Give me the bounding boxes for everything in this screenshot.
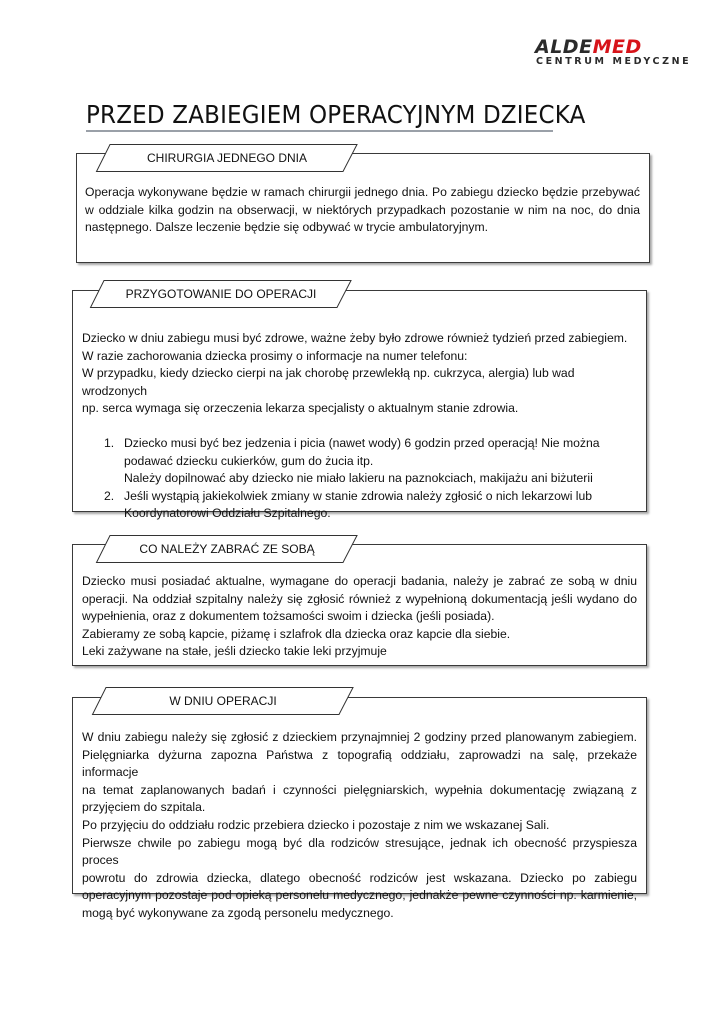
section-body-zabrac	[82, 573, 637, 661]
text-line: na temat zaplanowanych badań i czynności pielęgniarskich, wypełnia dokumentację związaną z	[82, 782, 637, 797]
preparation-list	[82, 435, 640, 523]
text-line: Po przyjęciu do oddziału rodzic przebiera dziecko i pozostaje z nim we wskazanej Sali.	[82, 817, 550, 832]
text-line: Koordynatorowi Oddziału Szpitalnego.	[124, 506, 331, 521]
text-line: Zabieramy ze sobą kapcie, piżamę i szlafrok dla dziecka oraz kapcie dla siebie.	[82, 626, 511, 641]
section-heading-dzien-operacji: W DNIU OPERACJI	[169, 694, 277, 708]
list-item	[82, 435, 640, 488]
section-heading-zabrac: CO NALEŻY ZABRAĆ ZE SOBĄ	[139, 542, 315, 556]
text-line: przyjęciem do szpitala.	[82, 800, 206, 815]
text-line: Leki zażywane na stałe, jeśli dziecko takie leki przyjmuje	[82, 644, 387, 659]
section-body-chirurgia	[85, 184, 640, 237]
text-line: Dziecko w dniu zabiegu musi być zdrowe, ważne żeby było zdrowe również tydzień przed zabiegiem.	[82, 331, 628, 345]
list-item	[82, 488, 640, 523]
text-line: Pielęgniarka dyżurna zapozna Państwa z topografią oddziału, zaprowadzi na salę, przekaże informacje	[82, 747, 637, 780]
text-line: Należy dopilnować aby dziecko nie miało lakieru na paznokciach, makijażu ani biżuterii	[124, 471, 593, 486]
text-line: następnego. Dalsze leczenie będzie się odbywać w trycie ambulatoryjnym.	[85, 220, 489, 235]
section-heading-chirurgia: CHIRURGIA JEDNEGO DNIA	[146, 151, 308, 165]
text-line: Jeśli wystąpią jakiekolwiek zmiany w stanie zdrowia należy zgłosić o nich lekarzowi lub	[124, 488, 593, 503]
text-line: w oddziale kilka godzin na obserwacji, w niektórych przypadkach pozostanie w nim na noc, do dnia	[85, 202, 640, 217]
list-item-number: 1.	[104, 435, 115, 450]
section-tab-przygotowanie	[90, 280, 352, 308]
text-line: np. serca wymaga się orzeczenia lekarza specjalisty o aktualnym stanie zdrowia.	[82, 401, 519, 416]
section-heading-przygotowanie: PRZYGOTOWANIE DO OPERACJI	[125, 287, 317, 301]
logo-brand-part2: MED	[592, 36, 642, 58]
section-body-dzien-operacji	[82, 729, 637, 923]
section-tab-zabrac	[96, 535, 358, 563]
logo-brand-part1: ALDE	[535, 36, 593, 58]
section-tab-dzien-operacji	[92, 687, 354, 715]
text-line: mogą być wykonywane za zgodą personelu medycznego.	[82, 905, 394, 920]
text-line: Dziecko musi posiadać aktualne, wymagane do operacji badania, należy je zabrać ze sobą w dniu	[82, 574, 637, 588]
section-tab-chirurgia	[96, 144, 358, 172]
text-line: W razie zachorowania dziecka prosimy o informacje na numer telefonu:	[82, 348, 468, 363]
text-line: Dziecko musi być bez jedzenia i picia (nawet wody) 6 godzin przed operacją! Nie można	[124, 435, 600, 450]
title-underline	[86, 130, 553, 132]
text-line: W przypadku, kiedy dziecko cierpi na jak chorobę przewlekłą np. cukrzyca, alergia) lub wad wrodzonych	[82, 366, 575, 398]
text-line: operacji. Na oddział szpitalny należy się zgłosić również z wypełnioną dokumentacją jeśli wydano do	[82, 591, 637, 606]
logo-subtitle: CENTRUM MEDYCZNE	[536, 56, 692, 67]
text-line: podawać dziecku cukierków, gum do żucia itp.	[124, 453, 374, 468]
text-line: powrotu do zdrowia dziecka, dlatego obecność rodziców jest wskazana. Dziecko po zabiegu	[82, 870, 637, 885]
aldemed-logo	[535, 36, 692, 70]
list-item-number: 2.	[104, 488, 115, 503]
text-line: Pierwsze chwile po zabiegu mogą być dla rodziców stresujące, jednak ich obecność przyspiesza proces	[82, 835, 637, 868]
text-line: operacyjnym pozostaje pod opieką personelu medycznego, jednakże pewne czynności np. karmienie,	[82, 888, 637, 903]
text-line: wypełnienia, oraz z dokumentem tożsamości swoim i dziecka (jeśli posiada).	[82, 609, 495, 624]
text-line: W dniu zabiegu należy się zgłosić z dzieckiem przynajmniej 2 godziny przed planowanym zabiegiem.	[82, 730, 637, 744]
page-title: PRZED ZABIEGIEM OPERACYJNYM DZIECKA	[86, 100, 586, 129]
logo-brand	[535, 36, 642, 58]
section-body-przygotowanie	[82, 330, 640, 523]
text-line: Operacja wykonywane będzie w ramach chirurgii jednego dnia. Po zabiegu dziecko będzie przebywać	[85, 185, 640, 199]
